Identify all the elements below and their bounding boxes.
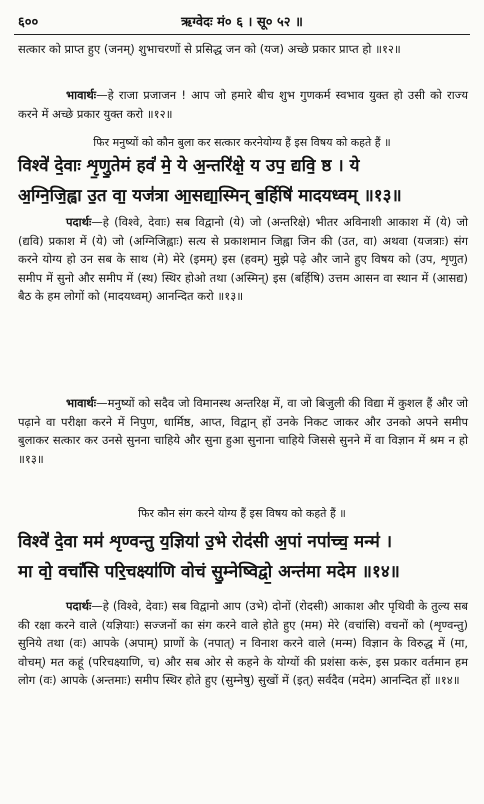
padartha-14 (18, 597, 468, 690)
padartha-text: —हे (विश्वे, देवाः) सब विद्वानो (ये) जो (अन्तरिक्षे) भीतर अविनाशी आकाश में (ये) जो (द्यवि) प्रकाश में (ये) जो (अग्निजिह्वाः) सत्य से प्रकाशमान जिह्वा जिन की (उत, वा) अथवा (यजत्राः) संग करने योग्य हो उन सब के साथ (मे) मेरे (इमम्) इस (हवम्) मुझे पढ़े और जाने हुए विषय को (उप, शृणुत) समीप में सुनो और समीप में (स्थ) स्थिर होओ तथा (अस्मिन्) इस (बर्हिषि) उत्तम आसन वा स्थान में (आसद्य) बैठ के हम लोगों को (मादयध्वम्) आनन्दित करो ॥१३॥ (18, 215, 468, 303)
padartha-text: —हे (विश्वे, देवाः) सब विद्वानो आप (उभे) दोनों (रोदसी) आकाश और पृथिवी के तुल्य सब की रक्षा करने वाले (यज्ञियाः) सज्जनों का संग करने वाले होते हुए (मम) मेरे (वचांसि) वचनों को (शृण्वन्तु) सुनिये तथा (वः) आपके (अपाम्) प्राणों के (नपात्) न विनाश करने वाले (मन्म) विज्ञान के विरुद्ध में (मा, वोचम्) मत कहूं (परिचक्ष्याणि, च) और सब ओर से कहने के योग्यों की प्रशंसा करूं, इस प्रकार वर्तमान हम लोग (वः) आपके (अन्तमाः) समीप स्थिर होते हुए (सुम्नेषु) सुखों में (इत्) सर्वदैव (मदेम) आनन्दित हों ॥१४॥ (18, 599, 468, 687)
mantra-line: विश्वे॑ दे॒वाः शृ॒णु॒तेमं हवं॑ मे॒ ये अ॒न्तरि॑क्षे॒ य उप॒ द्यवि॒ ष्ठ । ये (18, 156, 360, 176)
bhavartha-label: भावार्थः (66, 88, 97, 102)
mantra-line: विश्वे॑ दे॒वा मम॑ शृण्वन्तु य॒ज्ञिया॑ उ॒भे रोद॑सी अ॒पां नपा॑च्च॒ मन्म॑ । (18, 532, 393, 552)
question-13: फिर मनुष्यों को कौन बुला कर सत्कार करनेयोग्य हैं इस विषय को कहते हैं ॥ (93, 136, 391, 149)
bhavartha-13 (18, 394, 468, 468)
page-number: ६०० (18, 15, 39, 30)
mantra-line: अ॒ग्नि॒जि॒ह्वा उ॒त वा॒ यज॑त्रा आ॒सद्या॒स्मिन् ब॒र्हिषि॑ मादयध्वम् ॥१३॥ (18, 186, 402, 206)
bhavartha-text: —हे राजा प्रजाजन ! आप जो हमारे बीच शुभ गुणकर्म स्वभाव युक्त हो उसी को राज्य करने में अच्छे प्रकार युक्त करो ॥१२॥ (18, 88, 468, 121)
bhavartha-12 (18, 86, 468, 123)
question-14: फिर कौन संग करने योग्य हैं इस विषय को कहते हैं ॥ (138, 507, 346, 520)
mantra-14 (18, 527, 470, 587)
running-title: ऋग्वेदः मं० ६ । सू० ५२ ॥ (181, 15, 303, 30)
padartha-label: पदार्थः (66, 599, 92, 613)
intro-text: सत्कार को प्राप्त हुए (जनम्) शुभाचरणों से प्रसिद्ध जन को (यज) अच्छे प्रकार प्राप्त हो ॥१२॥ (18, 42, 401, 56)
intro-paragraph (18, 40, 468, 59)
page-header (14, 10, 470, 35)
bhavartha-text: —मनुष्यों को सदैव जो विमानस्थ अन्तरिक्ष में, वा जो बिजुली की विद्या में कुशल हैं और जो पढ़ाने वा परीक्षा करने में निपुण, धार्मिष्ठ, आप्त, विद्वान् हों उनके निकट जाकर और उनको अपने समीप बुलाकर सत्कार कर उनसे सुनना चाहिये और सुना हुआ सुनाना चाहिये जिससे सुनने में वा विज्ञान में श्रम न हो ॥१३॥ (18, 396, 468, 466)
bhavartha-label: भावार्थः (66, 396, 97, 410)
mantra-line: मा वो॒ वचां॑सि परि॒चक्ष्या॑णि वोचं सु॒म्नेष्विद्वो॒ अन्त॑मा मदेम ॥१४॥ (18, 562, 400, 582)
padartha-13 (18, 213, 468, 306)
mantra-13 (18, 151, 470, 211)
padartha-label: पदार्थः (66, 215, 92, 229)
